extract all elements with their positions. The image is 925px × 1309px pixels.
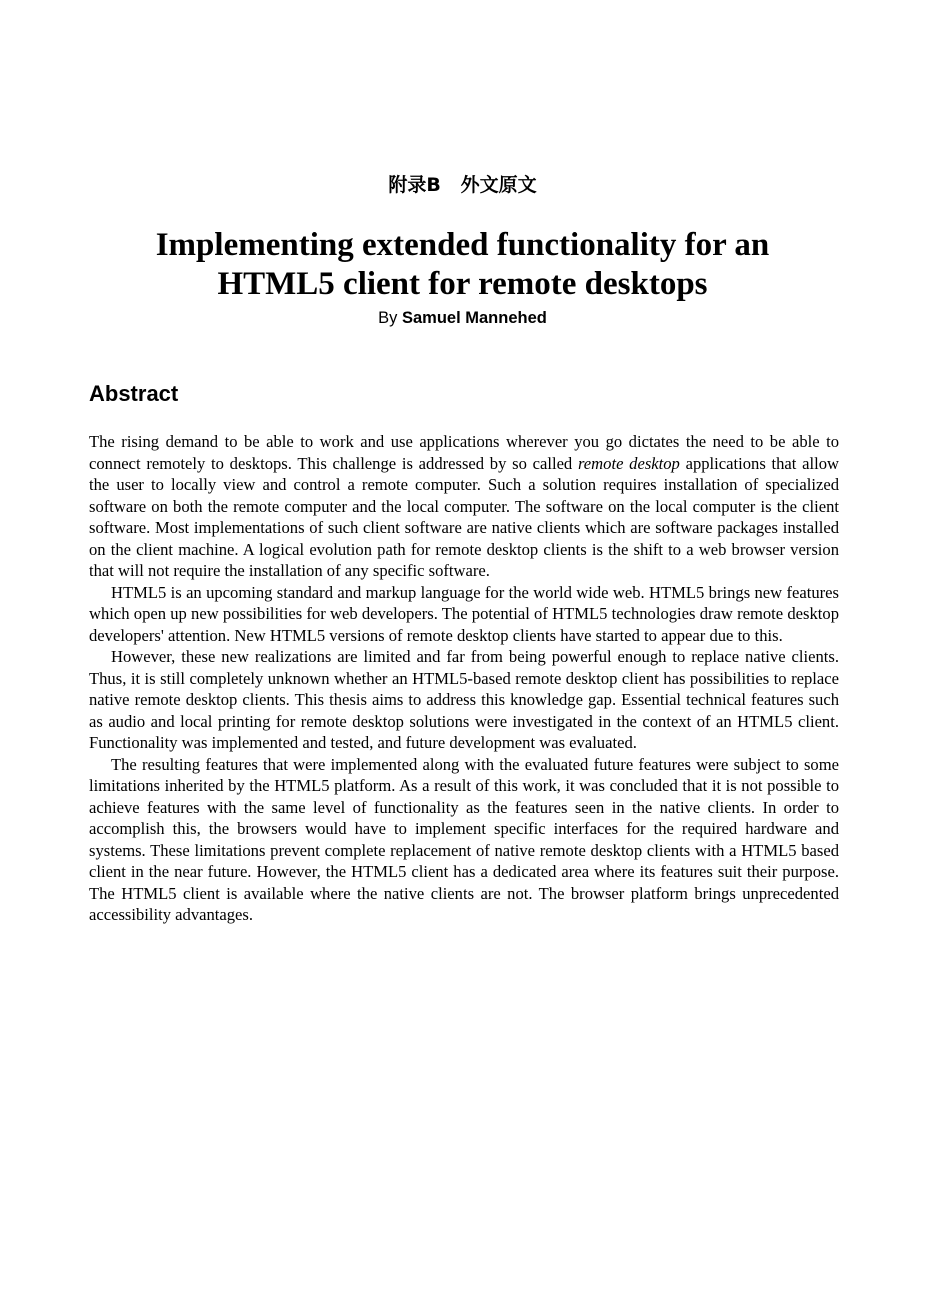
abstract-p1-text-a: The rising demand to be able to work and use applications wherever you go dictates the need to be able to connect remotely to desktops. This challenge is addressed by so called bbox=[89, 432, 839, 473]
appendix-heading: 附录B 外文原文 bbox=[388, 174, 537, 196]
author-name: Samuel Mannehed bbox=[401, 309, 547, 327]
byline-prefix: By bbox=[378, 309, 398, 327]
abstract-paragraph-3: However, these new realizations are limited and far from being powerful enough to replace native clients. Thus, it is still completely unknown whether an HTML5-based remote desktop client has possibilities to replace native remote desktop clients. This thesis aims to address this knowledge gap. Essential technical features such as audio and local printing for remote desktop solutions were investigated in the context of an HTML5 client. Functionality was implemented and tested, and future development was evaluated. bbox=[89, 647, 839, 752]
byline bbox=[0, 309, 925, 328]
abstract-paragraph-4: The resulting features that were implemented along with the evaluated future features were subject to some limitations inherited by the HTML5 platform. As a result of this work, it was concluded that it is not possible to achieve features with the same level of functionality as the features seen in the native clients. In order to accomplish this, the browsers would have to implement specific interfaces for the required hardware and systems. These limitations prevent complete replacement of native remote desktop clients with a HTML5 based client in the near future. However, the HTML5 client has a dedicated area where its features suit their purpose. The HTML5 client is available where the native clients are not. The browser platform brings unprecedented accessibility advantages. bbox=[89, 754, 839, 924]
abstract-body bbox=[89, 431, 839, 926]
abstract-paragraph-2: HTML5 is an upcoming standard and markup language for the world wide web. HTML5 brings new features which open up new possibilities for web developers. The potential of HTML5 technologies draw remote desktop developers' attention. New HTML5 versions of remote desktop clients have started to appear due to this. bbox=[89, 582, 839, 645]
abstract-paragraph-1 bbox=[89, 431, 839, 582]
abstract-p1-text-b: applications that allow the user to locally view and control a remote computer. Such a solution requires installation of specialized software on both the remote computer and the local computer. The software on the local computer is the client software. Most implementations of such client software are native clients which are software packages installed on the client machine. A logical evolution path for remote desktop clients is the shift to a web browser version that will not require the installation of any specific software. bbox=[89, 453, 839, 580]
title-line-1: Implementing extended functionality for an bbox=[155, 227, 770, 263]
paper-title bbox=[0, 226, 925, 304]
title-line-2: HTML5 client for remote desktops bbox=[217, 266, 708, 302]
abstract-p1-emphasis: remote desktop bbox=[577, 453, 680, 473]
abstract-heading: Abstract bbox=[89, 381, 179, 406]
